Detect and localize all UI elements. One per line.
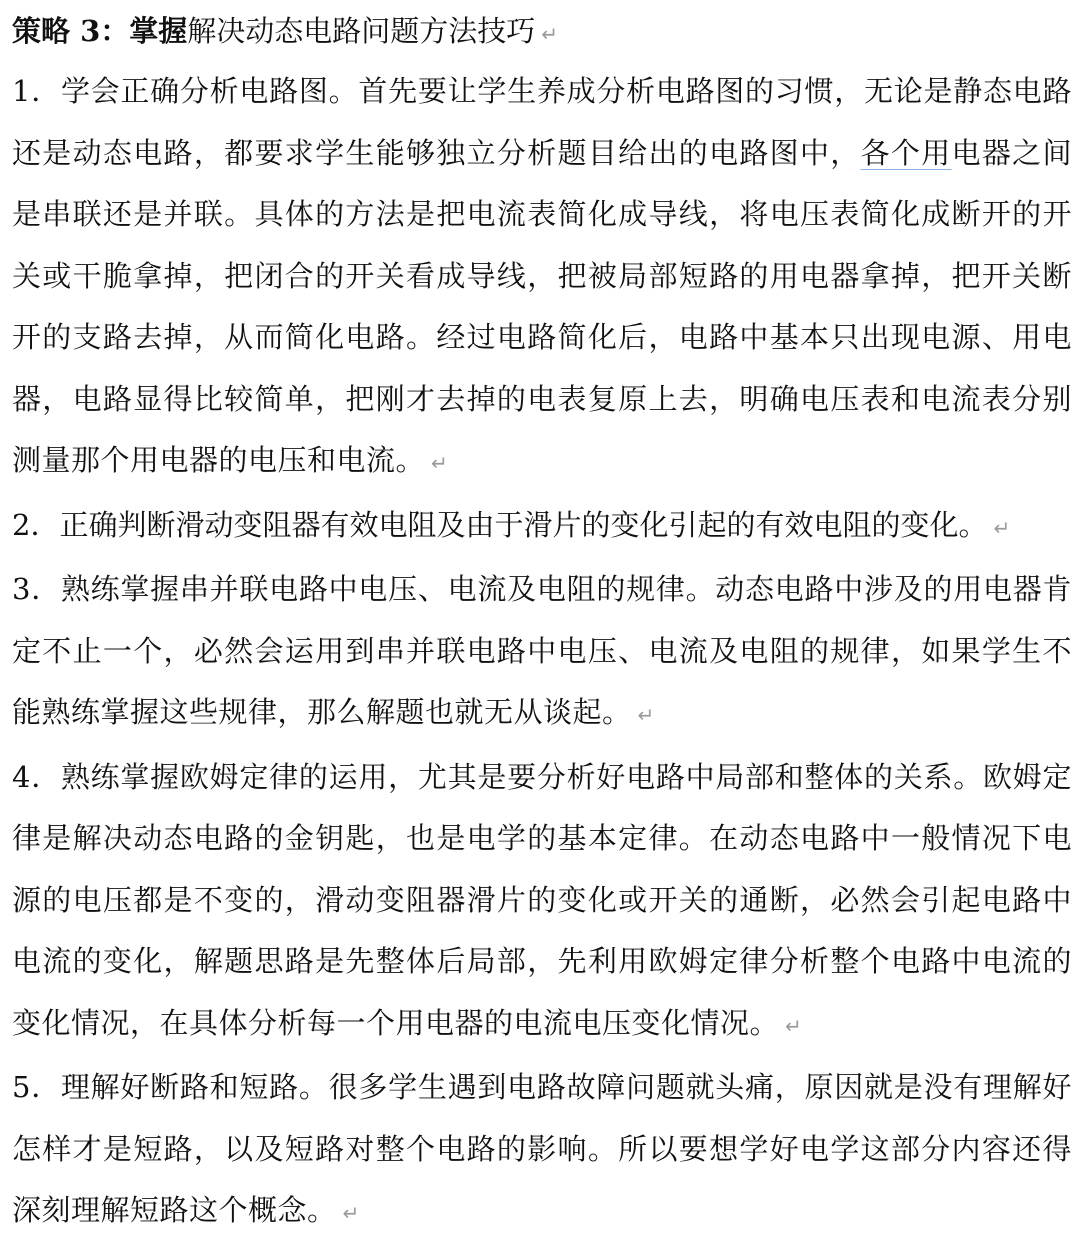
paragraph-2 bbox=[12, 495, 1072, 560]
paragraph-1-underlined-text: 各个用 bbox=[860, 135, 952, 170]
paragraph-1 bbox=[12, 61, 1072, 495]
section-heading bbox=[12, 4, 1072, 61]
heading-regular-text: 解决动态电路问题方法技巧 bbox=[187, 14, 536, 48]
paragraph-mark-icon: ↵ bbox=[785, 1013, 803, 1038]
paragraph-3-text: 3．熟练掌握串并联电路中电压、电流及电阻的规律。动态电路中涉及的用电器肯定不止一个，必然会运用到串并联电路中电压、电流及电阻的规律，如果学生不能熟练掌握这些规律，那么解题也就无从谈起。 bbox=[12, 572, 1072, 729]
paragraph-mark-icon: ↵ bbox=[431, 451, 449, 475]
paragraph-mark-icon: ↵ bbox=[993, 515, 1011, 540]
paragraph-2-text: 2．正确判断滑动变阻器有效电阻及由于滑片的变化引起的有效电阻的变化。 bbox=[12, 507, 988, 542]
paragraph-5 bbox=[12, 1057, 1072, 1245]
paragraph-3 bbox=[12, 559, 1072, 747]
paragraph-mark-icon: ↵ bbox=[541, 22, 559, 46]
paragraph-mark-icon: ↵ bbox=[637, 703, 655, 727]
paragraph-5-text: 5．理解好断路和短路。很多学生遇到电路故障问题就头痛，原因就是没有理解好怎样才是短路，以及短路对整个电路的影响。所以要想学好电学这部分内容还得深刻理解短路这个概念。 bbox=[12, 1070, 1072, 1227]
paragraph-1-text-start: 1．学会正确分析电路图。首先要让学生养成分析电路图的习惯，无论是静态电路还是动态电路，都要求学生能够独立分析题目给出的电路图中， bbox=[12, 74, 1072, 170]
paragraph-mark-icon: ↵ bbox=[342, 1201, 360, 1225]
paragraph-4 bbox=[12, 747, 1072, 1058]
paragraph-4-text: 4．熟练掌握欧姆定律的运用，尤其是要分析好电路中局部和整体的关系。欧姆定律是解决动态电路的金钥匙，也是电学的基本定律。在动态电路中一般情况下电源的电压都是不变的，滑动变阻器滑片的变化或开关的通断，必然会引起电路中电流的变化，解题思路是先整体后局部，先利用欧姆定律分析整个电路中电流的变化情况，在具体分析每一个用电器的电流电压变化情况。 bbox=[12, 759, 1072, 1040]
paragraph-1-text-end: 电器之间是串联还是并联。具体的方法是把电流表简化成导线，将电压表简化成断开的开关或干脆拿掉，把闭合的开关看成导线，把被局部短路的用电器拿掉，把开关断开的支路去掉，从而简化电路。经过电路简化后，电路中基本只出现电源、用电器，电路显得比较简单，把刚才去掉的电表复原上去，明确电压表和电流表分别测量那个用电器的电压和电流。 bbox=[12, 135, 1072, 477]
heading-bold-text: 策略 3：掌握 bbox=[12, 14, 188, 48]
